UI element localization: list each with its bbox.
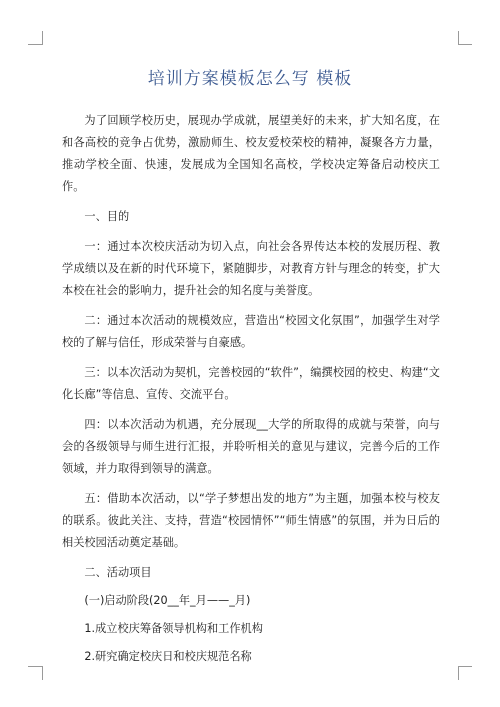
- purpose-item-5: 五：借助本次活动，以“学子梦想出发的地方”为主题，加强本校与校友的联系。彼此关注、支持，营造“校园情怀”“师生情感”的氛围，并为日后的相关校园活动奠定基础。: [62, 492, 440, 549]
- intro-paragraph: 为了回顾学校历史，展现办学成就，展望美好的未来，扩大知名度，在和各高校的竞争占优势，激励师生、校友爱校荣校的精神，凝聚各方力量，推动学校全面、快速，发展成为全国知名高校，学校决定筹备启动校庆工作。: [62, 114, 440, 193]
- crop-mark-bottom-left-v: [42, 666, 43, 680]
- crop-mark-top-left-v: [42, 31, 43, 45]
- document-body: [62, 110, 440, 674]
- document-title: 培训方案模板怎么写 模板: [147, 69, 353, 89]
- crop-mark-bottom-right-h: [458, 666, 472, 667]
- section-heading-activities: 二、活动项目: [84, 566, 152, 579]
- phase-heading-startup: (一)启动阶段(20__年_月——_月): [84, 594, 251, 607]
- purpose-item-4: 四：以本次活动为机遇，充分展现__大学的所取得的成就与荣誉，向与会的各级领导与师生进行汇报，并聆听相关的意见与建议，完善今后的工作领域，并力取得到领导的满意。: [62, 418, 440, 475]
- crop-mark-top-right-h: [458, 44, 472, 45]
- crop-mark-top-right-v: [458, 31, 459, 45]
- purpose-item-3: 三：以本次活动为契机，完善校园的“软件”，编撰校园的校史、构建“文化长廊”等信息、宣传、交流平台。: [62, 366, 440, 401]
- purpose-item-2: 二：通过本次活动的规模效应，营造出“校园文化氛围”，加强学生对学校的了解与信任，形成荣誉与自豪感。: [62, 314, 440, 349]
- crop-mark-bottom-right-v: [458, 666, 459, 680]
- crop-mark-bottom-left-h: [28, 666, 42, 667]
- crop-mark-top-left-h: [28, 44, 42, 45]
- purpose-item-1: 一：通过本次校庆活动为切入点，向社会各界传达本校的发展历程、教学成绩以及在新的时代环境下，紧随脚步，对教育方针与理念的转变，扩大本校在社会的影响力，提升社会的知名度与美誉度。: [62, 240, 440, 297]
- section-heading-purpose: 一、目的: [84, 210, 130, 223]
- activity-item-2: 2.研究确定校庆日和校庆规范名称: [84, 650, 252, 663]
- activity-item-1: 1.成立校庆筹备领导机构和工作机构: [84, 622, 263, 635]
